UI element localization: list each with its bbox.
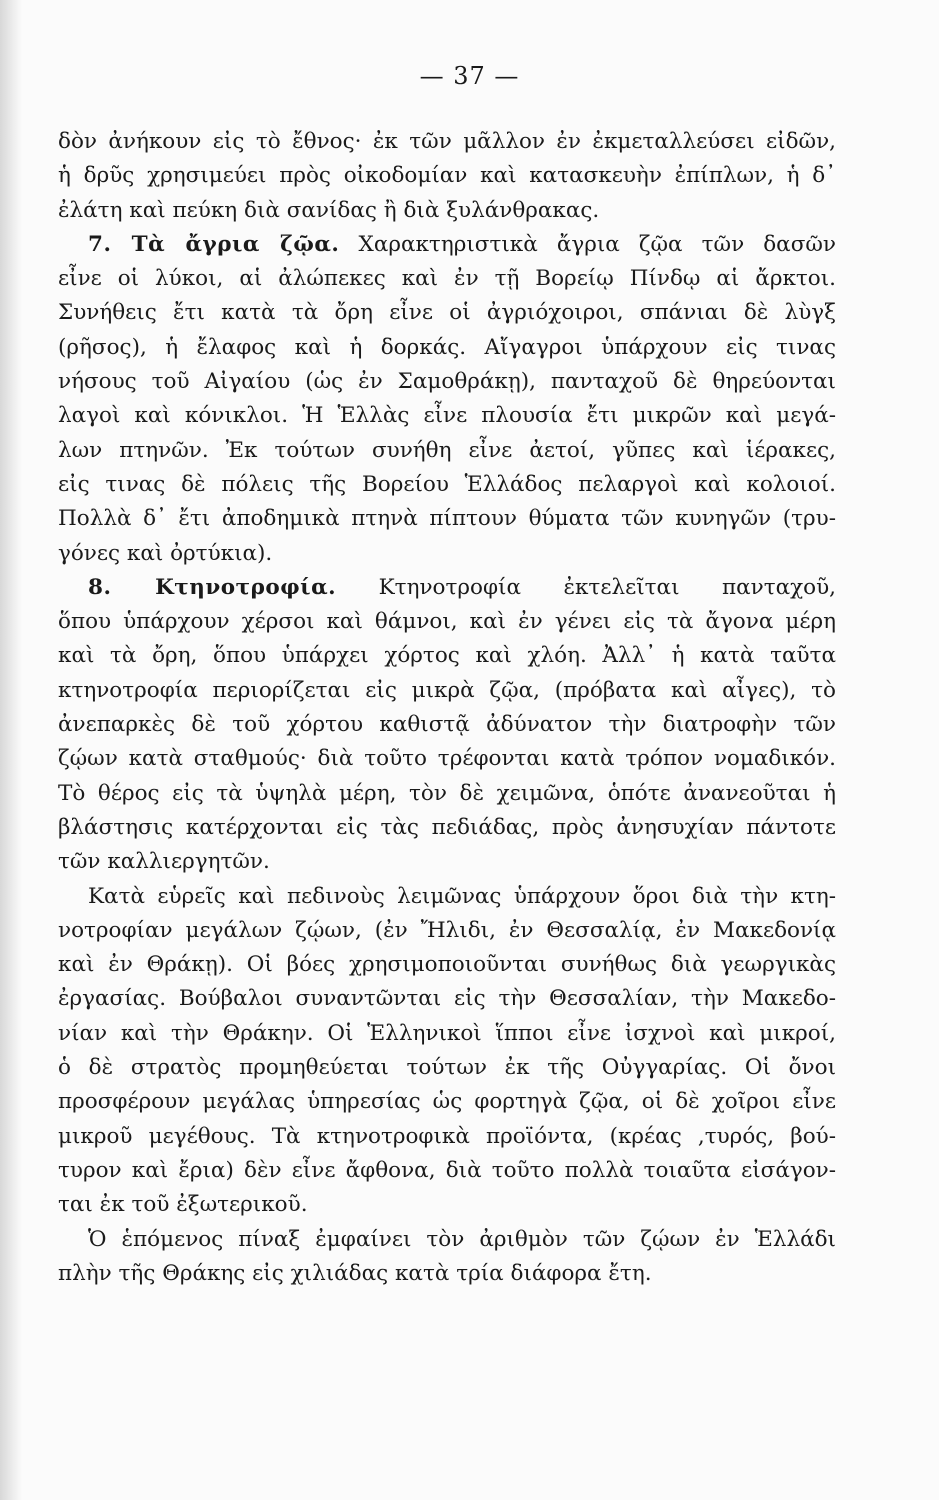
page-number: — 37 — (419, 62, 520, 90)
text-line: ἀνεπαρκὲς δὲ τοῦ χόρτου καθιστᾷ ἀδύνατον τὴν διατροφὴν τῶν (58, 712, 836, 738)
text-line: εἰς τινας δὲ πόλεις τῆς Βορείου Ἑλλάδος πελαργοὶ καὶ κολοιοί. (58, 471, 836, 497)
text-line: καὶ ἐν Θράκῃ). Οἱ βόες χρησιμοποιοῦνται συνήθως διὰ γεωργικὰς (58, 952, 836, 978)
text-line: εἶνε οἱ λύκοι, αἱ ἀλώπεκες καὶ ἐν τῇ Βορείῳ Πίνδῳ αἱ ἄρκτοι. (58, 266, 836, 292)
page-gutter-shadow (0, 0, 22, 1500)
text-line: Πολλὰ δ᾽ ἔτι ἀποδημικὰ πτηνὰ πίπτουν θύματα τῶν κυνηγῶν (τρυ- (58, 506, 836, 532)
section-heading: 8. Κτηνοτροφία. (88, 574, 337, 600)
text-span: Κτηνοτροφία ἐκτελεῖται πανταχοῦ, (378, 574, 836, 600)
text-line: λων πτηνῶν. Ἐκ τούτων συνήθη εἶνε ἀετοί, γῦπες καὶ ἱέρακες, (58, 437, 836, 463)
text-line: βλάστησις κατέρχονται εἰς τὰς πεδιάδας, πρὸς ἀνησυχίαν πάντοτε (58, 814, 836, 840)
text-line: καὶ τὰ ὄρη, ὅπου ὑπάρχει χόρτος καὶ χλόη. Ἀλλ᾽ ἡ κατὰ ταῦτα (58, 643, 836, 669)
text-line: Ὁ ἑπόμενος πίναξ ἐμφαίνει τὸν ἀριθμὸν τῶν ζῴων ἐν Ἑλλάδι (88, 1226, 836, 1252)
text-line: προσφέρουν μεγάλας ὑπηρεσίας ὡς φορτηγὰ ζῷα, οἱ δὲ χοῖροι εἶνε (58, 1089, 836, 1115)
text-line: ὁ δὲ στρατὸς προμηθεύεται τούτων ἐκ τῆς Οὐγγαρίας. Οἱ ὄνοι (58, 1055, 836, 1081)
text-line: λαγοὶ καὶ κόνικλοι. Ἡ Ἑλλὰς εἶνε πλουσία ἔτι μικρῶν καὶ μεγά- (58, 403, 836, 429)
text-line: νήσους τοῦ Αἰγαίου (ὡς ἐν Σαμοθράκῃ), πανταχοῦ δὲ θηρεύονται (58, 369, 836, 395)
text-line: ἐλάτη καὶ πεύκη διὰ σανίδας ἢ διὰ ξυλάνθρακας. (58, 197, 600, 223)
text-line: ἡ δρῦς χρησιμεύει πρὸς οἰκοδομίαν καὶ κατασκευὴν ἐπίπλων, ἡ δ᾽ (58, 163, 836, 189)
text-line: ζῴων κατὰ σταθμούς· διὰ τοῦτο τρέφονται κατὰ τρόπον νομαδικόν. (58, 746, 836, 772)
section-heading: 7. Τὰ ἄγρια ζῷα. (88, 231, 340, 257)
text-line: γόνες καὶ ὀρτύκια). (58, 540, 273, 566)
text-line: Συνήθεις ἔτι κατὰ τὰ ὄρη εἶνε οἱ ἀγριόχοιροι, σπάνιαι δὲ λὺγξ (58, 300, 836, 326)
text-span: Χαρακτηριστικὰ ἄγρια ζῷα τῶν δασῶν (358, 231, 836, 257)
text-line: τῶν καλλιεργητῶν. (58, 849, 270, 875)
text-line: νίαν καὶ τὴν Θράκην. Οἱ Ἑλληνικοὶ ἵπποι εἶνε ἰσχνοὶ καὶ μικροί, (58, 1020, 836, 1046)
text-line (58, 228, 836, 262)
text-line: κτηνοτροφία περιορίζεται εἰς μικρὰ ζῷα, (πρόβατα καὶ αἶγες), τὸ (58, 677, 836, 703)
text-line: ται ἐκ τοῦ ἐξωτερικοῦ. (58, 1192, 308, 1218)
page-body-text (58, 125, 836, 1291)
text-line: δὸν ἀνήκουν εἰς τὸ ἔθνος· ἐκ τῶν μᾶλλον ἐν ἐκμεταλλεύσει εἰδῶν, (58, 129, 836, 154)
text-line: Τὸ θέρος εἰς τὰ ὑψηλὰ μέρη, τὸν δὲ χειμῶνα, ὁπότε ἀνανεοῦται ἡ (58, 780, 836, 806)
text-line (58, 571, 836, 605)
text-line: Κατὰ εὑρεῖς καὶ πεδινοὺς λειμῶνας ὑπάρχουν ὅροι διὰ τὴν κτη- (88, 883, 836, 909)
text-line: ὅπου ὑπάρχουν χέρσοι καὶ θάμνοι, καὶ ἐν γένει εἰς τὰ ἄγονα μέρη (58, 609, 836, 635)
text-line: μικροῦ μεγέθους. Τὰ κτηνοτροφικὰ προϊόντα, (κρέας ,τυρός, βού- (58, 1123, 836, 1149)
text-line: (ρῆσος), ἡ ἔλαφος καὶ ἡ δορκάς. Αἴγαγροι ὑπάρχουν εἰς τινας (58, 334, 836, 360)
text-line: πλὴν τῆς Θράκης εἰς χιλιάδας κατὰ τρία διάφορα ἔτη. (58, 1260, 652, 1286)
text-line: νοτροφίαν μεγάλων ζῴων, (ἐν Ἤλιδι, ἐν Θεσσαλίᾳ, ἐν Μακεδονίᾳ (58, 917, 836, 943)
text-line: ἐργασίας. Βούβαλοι συναντῶνται εἰς τὴν Θεσσαλίαν, τὴν Μακεδο- (58, 986, 836, 1012)
text-line: τυρον καὶ ἔρια) δὲν εἶνε ἄφθονα, διὰ τοῦτο πολλὰ τοιαῦτα εἰσάγον- (58, 1157, 836, 1183)
